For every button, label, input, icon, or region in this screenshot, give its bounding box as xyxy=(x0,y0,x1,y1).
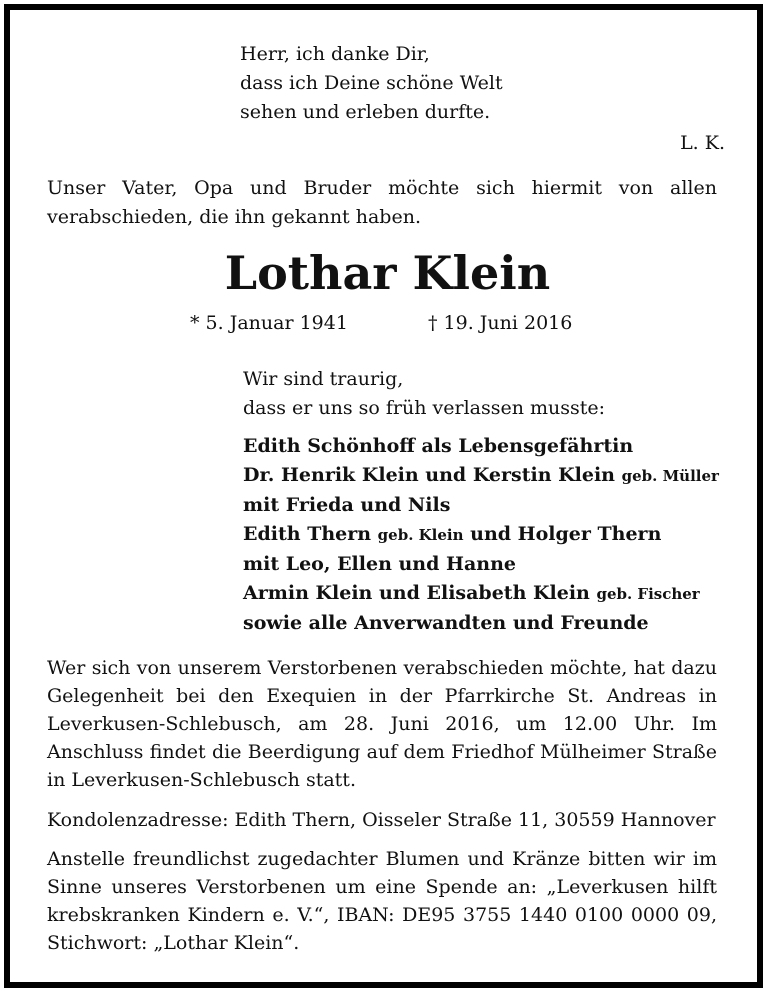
family-line: mit Leo, Ellen und Hanne xyxy=(243,553,517,575)
family-line: Edith Schönhoff als Lebensgefährtin xyxy=(243,435,634,457)
family-list xyxy=(243,432,719,638)
poem-initials: L. K. xyxy=(680,132,725,154)
farewell-paragraph: Wer sich von unserem Verstorbenen verabschieden möchte, hat dazu Gelegenheit bei den Exequien in der Pfarrkirche St. Andreas in Leverkusen-Schlebusch, am 28. Juni 2016, um 12.00 Uhr. Im Anschluss findet die Beerdigung auf dem Friedhof Mülheimer Straße in Leverkusen-Schlebusch statt. xyxy=(47,657,717,791)
deceased-name: Lothar Klein xyxy=(224,246,551,300)
family-line xyxy=(243,520,719,550)
family-line xyxy=(243,579,719,609)
family-names: Armin Klein und Elisabeth Klein xyxy=(243,582,597,604)
family-names: Dr. Henrik Klein und Kerstin Klein xyxy=(243,464,622,486)
birth-date: * 5. Januar 1941 xyxy=(190,312,348,334)
poem-line: sehen und erleben durfte. xyxy=(240,101,491,123)
poem-line: dass ich Deine schöne Welt xyxy=(240,72,503,94)
maiden-name: geb. Fischer xyxy=(596,585,700,603)
mourning-line: Wir sind traurig, xyxy=(243,368,404,390)
family-line xyxy=(243,461,719,491)
family-line: sowie alle Anverwandten und Freunde xyxy=(243,612,649,634)
poem-line: Herr, ich danke Dir, xyxy=(240,43,430,65)
intro-text: Unser Vater, Opa und Bruder möchte sich hiermit von allen verabschieden, die ihn gekannt haben. xyxy=(47,177,717,228)
mourning-text xyxy=(243,365,605,423)
condolence-address: Kondolenzadresse: Edith Thern, Oisseler Straße 11, 30559 Hannover xyxy=(47,809,716,831)
family-line: mit Frieda und Nils xyxy=(243,494,451,516)
mourning-line: dass er uns so früh verlassen musste: xyxy=(243,397,606,419)
family-names: und Holger Thern xyxy=(463,523,662,545)
poem xyxy=(240,40,503,127)
maiden-name: geb. Klein xyxy=(377,526,464,544)
family-names: Edith Thern xyxy=(243,523,378,545)
maiden-name: geb. Müller xyxy=(621,467,719,485)
donation-paragraph: Anstelle freundlichst zugedachter Blumen und Kränze bitten wir im Sinne unseres Verstorbenen um eine Spende an: „Leverkusen hilft krebskranken Kindern e. V.“, IBAN: DE95 3755 1440 0100 0000 09, Stichwort: „Lothar Klein“. xyxy=(47,848,717,954)
death-date: † 19. Juni 2016 xyxy=(428,312,573,334)
